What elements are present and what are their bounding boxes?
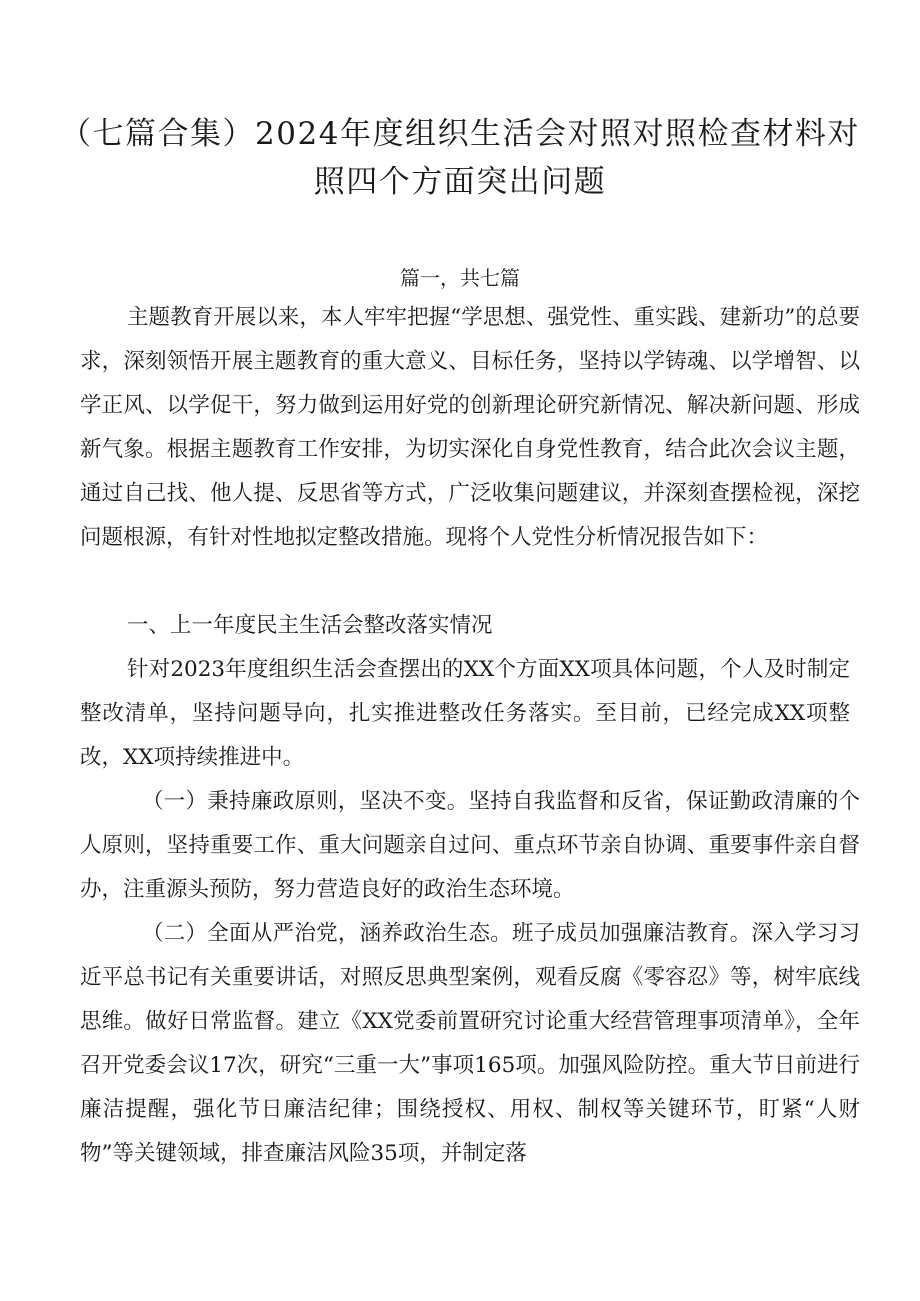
paragraph-intro: 主题教育开展以来，本人牢牢把握“学思想、强党性、重实践、建新功”的总要求，深刻领悟开展主题教育的重大意义、目标任务，坚持以学铸魂、以学增智、以学正风、以学促干，努力做到运用好党的创新理论研究新情况、解决新问题、形成新气象。根据主题教育工作安排，为切实深化自身党性教育，结合此次会议主题，通过自己找、他人提、反思省等方式，广泛收集问题建议，并深刻查摆检视，深挖问题根源，有针对性地拟定整改措施。现将个人党性分析情况报告如下：	[80, 305, 860, 550]
heading-part-one: 一、上一年度民主生活会整改落实情况	[127, 613, 493, 638]
section-heading: 篇一，共七篇	[400, 266, 520, 290]
paragraph-item-one: （一）秉持廉政原则，坚决不变。坚持自我监督和反省，保证勤政清廉的个人原则，坚持重要工作、重大问题亲自过问、重点环节亲自协调、重要事件亲自督办，注重源头预防，努力营造良好的政治生态环境。	[80, 789, 860, 902]
paragraph-rectification: 针对2023年度组织生活会查摆出的XX个方面XX项具体问题，个人及时制定整改清单，坚持问题导向，扎实推进整改任务落实。至目前，已经完成XX项整改，XX项持续推进中。	[80, 657, 850, 770]
document-title: （七篇合集）2024年度组织生活会对照对照检查材料对照四个方面突出问题	[60, 116, 860, 200]
paragraph-item-two: （二）全面从严治党，涵养政治生态。班子成员加强廉洁教育。深入学习习近平总书记有关重要讲话，对照反思典型案例，观看反腐《零容忍》等，树牢底线思维。做好日常监督。建立《XX党委前置研究讨论重大经营管理事项清单》，全年召开党委会议17次，研究“三重一大”事项165项。加强风险防控。重大节日前进行廉洁提醒，强化节日廉洁纪律；围绕授权、用权、制权等关键环节，盯紧“人财物”等关键领域，排查廉洁风险35项，并制定落	[80, 921, 860, 1166]
